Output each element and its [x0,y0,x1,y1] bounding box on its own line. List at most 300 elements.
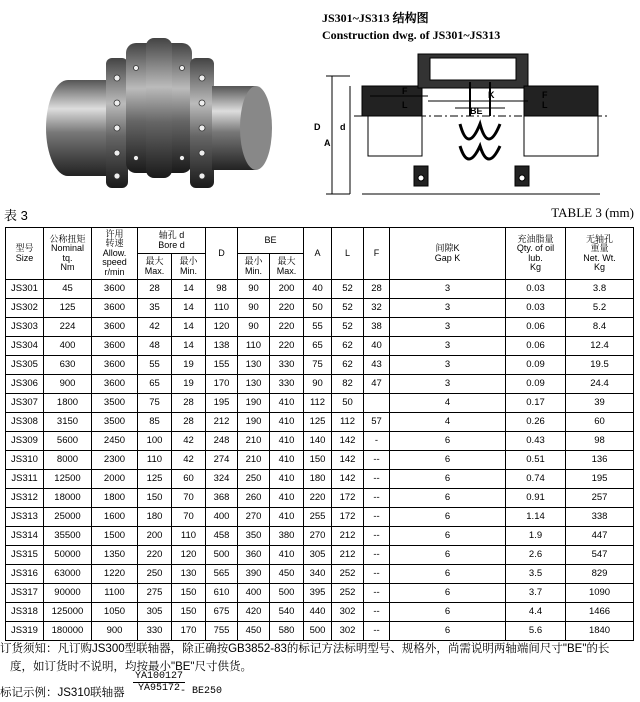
header-f: F [364,228,390,280]
coupling-photo [38,28,278,198]
table-cell: JS313 [6,508,44,527]
table-cell: 368 [206,489,238,508]
table-row [6,603,634,622]
table-cell: 150 [304,451,332,470]
table-cell: JS301 [6,280,44,299]
table-cell: 3 [390,318,506,337]
table-cell: 6 [390,527,506,546]
table-cell: 112 [332,413,364,432]
table-caption-cn: 表 3 [4,208,28,223]
table-cell: 675 [206,603,238,622]
table-row [6,280,634,299]
table-row [6,318,634,337]
table-cell: 12.4 [566,337,634,356]
header-oil: 充油脂量 Qty. of oil lub. Kg [506,228,566,280]
table-cell: 130 [238,375,270,394]
table-cell: 3 [390,356,506,375]
table-cell: -- [364,565,390,584]
table-cell: 50 [332,394,364,413]
table-cell: 70 [172,508,206,527]
table-cell: 540 [270,603,304,622]
table-cell: 52 [332,318,364,337]
table-cell: 190 [238,394,270,413]
table-cell: 43 [364,356,390,375]
table-cell: 0.26 [506,413,566,432]
table-cell: 110 [172,527,206,546]
table-caption-en: TABLE 3 (mm) [551,205,634,220]
table-cell: 1800 [92,489,138,508]
table-cell: 140 [304,432,332,451]
table-cell: 380 [270,527,304,546]
table-cell: 3500 [92,394,138,413]
table-cell: 0.06 [506,337,566,356]
table-cell: 57 [364,413,390,432]
table-cell: 1100 [92,584,138,603]
table-cell: 0.09 [506,356,566,375]
table-cell: JS315 [6,546,44,565]
table-cell: 6 [390,451,506,470]
table-cell: 0.43 [506,432,566,451]
table-cell: 190 [238,413,270,432]
table-row [6,394,634,413]
table-row [6,375,634,394]
table-cell: 252 [332,565,364,584]
table-cell: 547 [566,546,634,565]
table-cell: 19 [172,375,206,394]
table-row [6,489,634,508]
table-cell: JS318 [6,603,44,622]
table-cell: 142 [332,432,364,451]
table-cell: 0.09 [506,375,566,394]
table-cell: 500 [304,622,332,641]
table-cell: 1350 [92,546,138,565]
table-cell: 155 [206,356,238,375]
table-cell: 62 [332,337,364,356]
table-cell: JS304 [6,337,44,356]
table-cell: 390 [238,565,270,584]
table-cell: 24.4 [566,375,634,394]
table-cell: 3600 [92,356,138,375]
table-cell: JS311 [6,470,44,489]
table-cell: 4.4 [506,603,566,622]
table-cell: 172 [332,508,364,527]
table-cell: 5.6 [506,622,566,641]
table-cell: 224 [44,318,92,337]
table-cell: 100 [138,432,172,451]
table-cell: 14 [172,299,206,318]
table-cell: 47 [364,375,390,394]
table-cell: 200 [270,280,304,299]
table-cell: 3 [390,375,506,394]
table-cell: 2.6 [506,546,566,565]
table-cell: 0.51 [506,451,566,470]
table-cell: 42 [172,432,206,451]
example-rest: - BE250 [180,686,223,697]
table-cell: 110 [206,299,238,318]
table-cell: 28 [172,413,206,432]
table-cell: -- [364,584,390,603]
table-cell: 350 [238,527,270,546]
table-cell: -- [364,622,390,641]
table-cell: 0.03 [506,280,566,299]
table-cell: 5.2 [566,299,634,318]
table-cell: 1840 [566,622,634,641]
table-cell: 212 [332,546,364,565]
table-cell: 112 [304,394,332,413]
table-cell: 270 [304,527,332,546]
table-cell: -- [364,527,390,546]
table-cell: 130 [238,356,270,375]
table-cell: 120 [206,318,238,337]
table-cell: 130 [172,565,206,584]
table-cell: 6 [390,622,506,641]
table-row [6,565,634,584]
header-weight: 无轴孔 重量 Net. Wt. Kg [566,228,634,280]
dim-label-d-bore: d [340,122,346,132]
table-cell: JS317 [6,584,44,603]
dim-label-l2: L [542,100,548,110]
table-cell: 6 [390,489,506,508]
table-cell: -- [364,451,390,470]
table-cell: 274 [206,451,238,470]
table-cell: 150 [172,584,206,603]
table-cell: 50000 [44,546,92,565]
table-cell: 45 [44,280,92,299]
header-be-min: 最小 Min. [238,254,270,280]
table-cell: 52 [332,299,364,318]
table-cell: 90 [304,375,332,394]
table-cell [364,394,390,413]
notes-line-2: 度，如订货时不说明，均按最小"BE"尺寸供货。 [10,661,253,673]
table-cell: 1600 [92,508,138,527]
table-cell: 440 [304,603,332,622]
table-cell: 458 [206,527,238,546]
table-cell: 6 [390,584,506,603]
table-cell: 60 [172,470,206,489]
table-cell: 3.5 [506,565,566,584]
table-cell: 180 [138,508,172,527]
table-cell: 39 [566,394,634,413]
table-cell: 28 [172,394,206,413]
table-cell: JS305 [6,356,44,375]
table-cell: 98 [206,280,238,299]
table-cell: 14 [172,318,206,337]
table-cell: 0.17 [506,394,566,413]
header-bore: 轴孔 d Bore d [138,228,206,254]
table-cell: 3600 [92,375,138,394]
table-row [6,432,634,451]
table-cell: 18000 [44,489,92,508]
table-row [6,527,634,546]
table-cell: 410 [270,394,304,413]
table-row [6,546,634,565]
table-cell: 6 [390,565,506,584]
table-cell: 330 [270,375,304,394]
table-cell: 6 [390,470,506,489]
table-cell: 829 [566,565,634,584]
table-cell: 40 [304,280,332,299]
header-be: BE [238,228,304,254]
table-cell: 55 [304,318,332,337]
table-cell: -- [364,470,390,489]
table-cell: 260 [238,489,270,508]
table-cell: 50 [304,299,332,318]
table-cell: 330 [270,356,304,375]
table-cell: 400 [44,337,92,356]
table-cell: 90000 [44,584,92,603]
table-cell: 3 [390,280,506,299]
table-cell: 1466 [566,603,634,622]
table-cell: 170 [172,622,206,641]
table-cell: 1.14 [506,508,566,527]
table-cell: 580 [270,622,304,641]
table-cell: 0.74 [506,470,566,489]
table-cell: 60 [566,413,634,432]
table-cell: 3500 [92,413,138,432]
header-gap: 间隙K Gap K [390,228,506,280]
table-cell: -- [364,489,390,508]
table-cell: JS319 [6,622,44,641]
notes-line-1: 订货须知：凡订购JS300型联轴器，除正确按GB3852-83的标记方法标明型号、规格外，尚需说明两轴端间尺寸"BE"的长 [0,643,610,655]
table-cell: 400 [238,584,270,603]
table-cell: 900 [92,622,138,641]
table-cell: 248 [206,432,238,451]
table-cell: 755 [206,622,238,641]
table-cell: JS314 [6,527,44,546]
table-cell: 270 [238,508,270,527]
table-cell: 8.4 [566,318,634,337]
table-cell: 150 [172,603,206,622]
dim-label-f2: F [542,90,548,100]
table-cell: 330 [138,622,172,641]
table-cell: 40 [364,337,390,356]
table-cell: 1800 [44,394,92,413]
table-cell: 410 [270,470,304,489]
table-cell: 250 [238,470,270,489]
table-cell: 3.8 [566,280,634,299]
table-cell: 90 [238,299,270,318]
table-cell: 35500 [44,527,92,546]
table-row [6,356,634,375]
table-cell: 172 [332,489,364,508]
table-cell: 210 [238,432,270,451]
table-cell: 324 [206,470,238,489]
table-cell: 410 [270,489,304,508]
table-cell: 630 [44,356,92,375]
table-cell: 1090 [566,584,634,603]
table-cell: 125 [304,413,332,432]
table-cell: 610 [206,584,238,603]
table-cell: 200 [138,527,172,546]
table-cell: 5600 [44,432,92,451]
table-cell: 8000 [44,451,92,470]
example-numerator: YA100127 [135,671,184,682]
header-bore-max: 最大 Max. [138,254,172,280]
table-cell: 900 [44,375,92,394]
table-cell: JS306 [6,375,44,394]
table-cell: 565 [206,565,238,584]
table-cell: 212 [332,527,364,546]
table-cell: -- [364,508,390,527]
header-l: L [332,228,364,280]
table-cell: 252 [332,584,364,603]
table-cell: 2450 [92,432,138,451]
table-cell: 62 [332,356,364,375]
table-cell: 0.91 [506,489,566,508]
table-cell: 220 [270,318,304,337]
header-bore-min: 最小 Min. [172,254,206,280]
table-cell: 32 [364,299,390,318]
table-cell: 220 [270,299,304,318]
table-cell: 257 [566,489,634,508]
table-cell: 210 [238,451,270,470]
table-row [6,451,634,470]
table-cell: 28 [364,280,390,299]
table-cell: 1.9 [506,527,566,546]
table-cell: 195 [206,394,238,413]
table-cell: 110 [238,337,270,356]
table-cell: JS316 [6,565,44,584]
table-row [6,470,634,489]
table-cell: 1050 [92,603,138,622]
table-cell: 6 [390,508,506,527]
table-cell: 98 [566,432,634,451]
table-cell: 12500 [44,470,92,489]
table-cell: 410 [270,546,304,565]
table-cell: 3.7 [506,584,566,603]
dim-label-l: L [402,100,408,110]
table-cell: 35 [138,299,172,318]
construction-drawing [310,46,636,196]
table-cell: 70 [172,489,206,508]
table-cell: 500 [270,584,304,603]
table-cell: 3600 [92,337,138,356]
table-cell: JS302 [6,299,44,318]
dim-label-be: BE [470,106,483,116]
table-cell: JS310 [6,451,44,470]
table-row [6,337,634,356]
table-cell: 410 [270,451,304,470]
table-cell: 305 [304,546,332,565]
table-cell: 48 [138,337,172,356]
table-cell: 14 [172,280,206,299]
table-row [6,622,634,641]
table-cell: 212 [206,413,238,432]
table-cell: 63000 [44,565,92,584]
table-cell: 85 [138,413,172,432]
table-cell: 6 [390,432,506,451]
table-cell: 90 [238,318,270,337]
table-cell: 28 [138,280,172,299]
table-row [6,584,634,603]
table-cell: 500 [206,546,238,565]
table-cell: 3 [390,337,506,356]
table-cell: 410 [270,432,304,451]
table-cell: 82 [332,375,364,394]
table-cell: 2000 [92,470,138,489]
table-cell: 302 [332,622,364,641]
table-cell: 180000 [44,622,92,641]
table-cell: 450 [270,565,304,584]
table-cell: 125 [44,299,92,318]
table-cell: 65 [138,375,172,394]
example-fraction [133,671,185,694]
table-cell: 220 [270,337,304,356]
table-cell: 38 [364,318,390,337]
table-cell: 410 [270,413,304,432]
table-cell: 195 [566,470,634,489]
table-cell: 19 [172,356,206,375]
table-row [6,508,634,527]
table-cell: 150 [138,489,172,508]
table-cell: 170 [206,375,238,394]
table-cell: 3600 [92,318,138,337]
table-cell: 19.5 [566,356,634,375]
dim-label-a: A [324,138,331,148]
table-cell: 250 [138,565,172,584]
table-row [6,299,634,318]
header-d: D [206,228,238,280]
table-cell: 42 [138,318,172,337]
table-cell: 450 [238,622,270,641]
table-cell: 220 [304,489,332,508]
table-cell: 3600 [92,280,138,299]
table-cell: 0.03 [506,299,566,318]
table-cell: - [364,432,390,451]
table-cell: 180 [304,470,332,489]
table-cell: 0.06 [506,318,566,337]
table-cell: 55 [138,356,172,375]
table-cell: 410 [270,508,304,527]
table-cell: 136 [566,451,634,470]
table-cell: -- [364,546,390,565]
drawing-title-en: Construction dwg. of JS301~JS313 [322,28,501,42]
table-cell: 1500 [92,527,138,546]
table-cell: 6 [390,546,506,565]
table-cell: 25000 [44,508,92,527]
table-cell: 3150 [44,413,92,432]
table-cell: JS307 [6,394,44,413]
table-cell: 305 [138,603,172,622]
table-cell: 220 [138,546,172,565]
dim-label-k: K [488,90,495,100]
table-cell: 340 [304,565,332,584]
table-cell: 90 [238,280,270,299]
table-cell: JS303 [6,318,44,337]
table-cell: 6 [390,603,506,622]
table-cell: 142 [332,451,364,470]
table-cell: -- [364,603,390,622]
table-cell: 3600 [92,299,138,318]
header-be-max: 最大 Max. [270,254,304,280]
table-cell: 75 [138,394,172,413]
table-cell: 138 [206,337,238,356]
table-cell: 395 [304,584,332,603]
header-model: 型号 Size [6,228,44,280]
table-cell: 360 [238,546,270,565]
table-cell: 255 [304,508,332,527]
table-cell: 302 [332,603,364,622]
table-row [6,413,634,432]
table-cell: 120 [172,546,206,565]
table-cell: JS312 [6,489,44,508]
dim-label-f: F [402,86,408,96]
table-cell: 125000 [44,603,92,622]
header-torque: 公称扭矩 Nominal tq. Nm [44,228,92,280]
table-cell: 400 [206,508,238,527]
table-cell: 1220 [92,565,138,584]
table-cell: 110 [138,451,172,470]
